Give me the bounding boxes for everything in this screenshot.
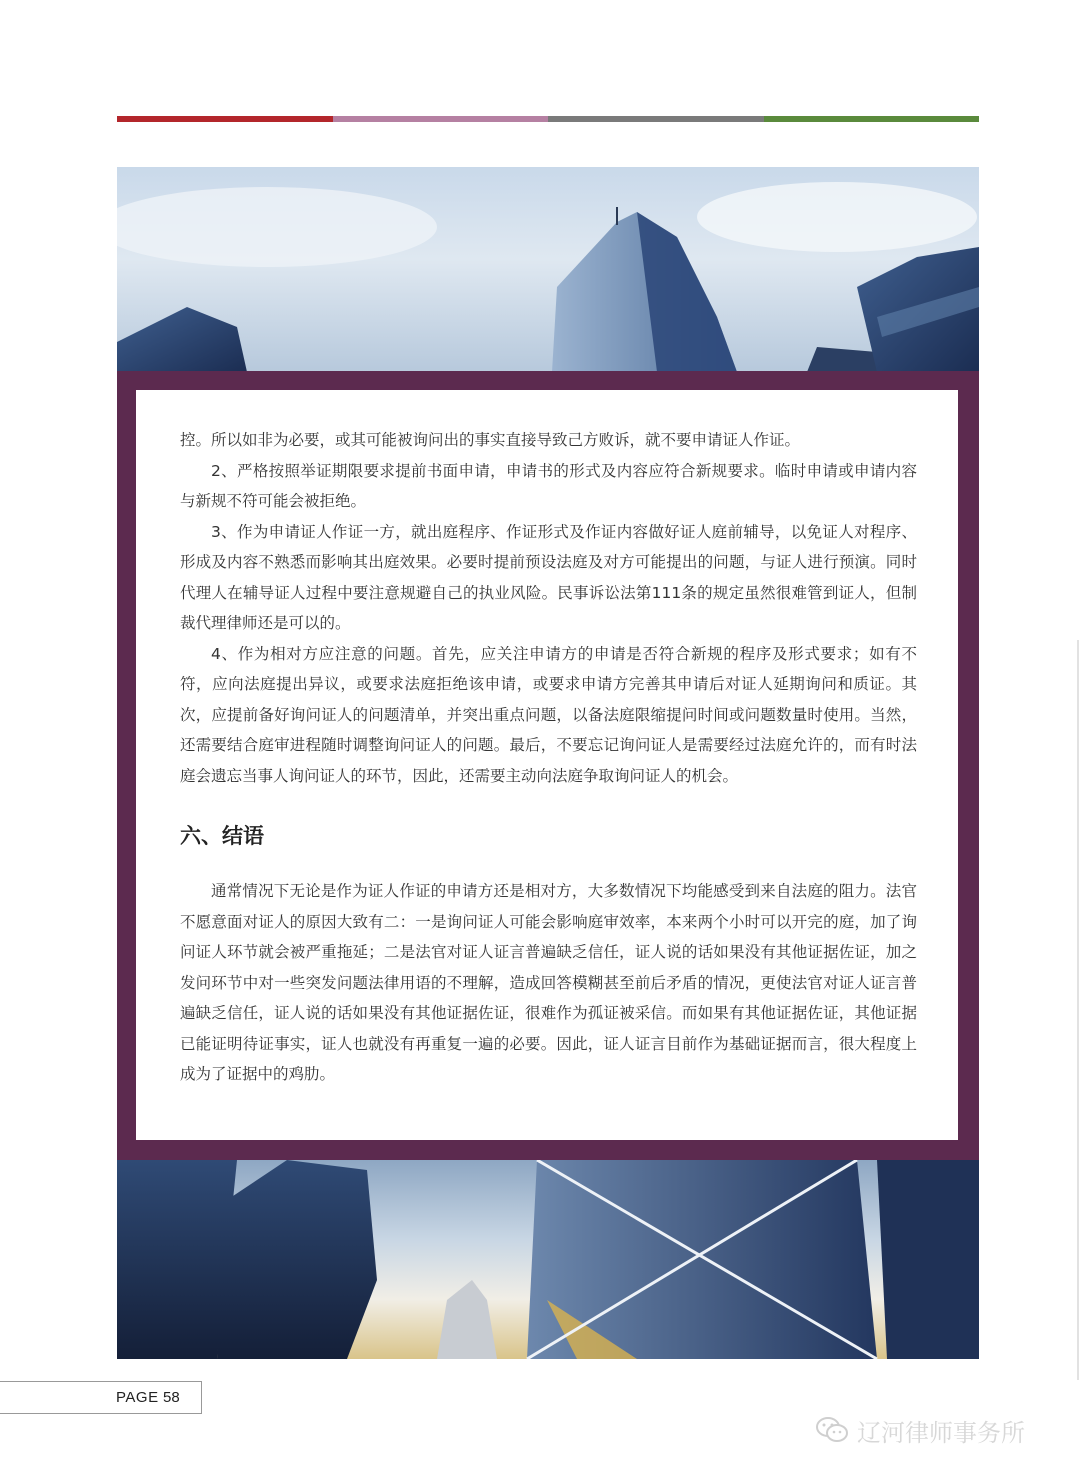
top-color-bar: [117, 116, 979, 122]
color-bar-segment-green: [764, 116, 980, 122]
paragraph: 3、作为申请证人作证一方，就出庭程序、作证形式及作证内容做好证人庭前辅导，以免证人对程序、形成及内容不熟悉而影响其出庭效果。必要时提前预设法庭及对方可能提出的问题，与证人进行预演。同时代理人在辅导证人过程中要注意规避自己的执业风险。民事诉讼法第111条的规定虽然很难管到证人，但制裁代理律师还是可以的。: [180, 522, 917, 632]
page-label: PAGE: [116, 1389, 159, 1406]
brand-watermark: [815, 1413, 1025, 1447]
page-number: 58: [163, 1389, 180, 1406]
page-number-box: [0, 1381, 202, 1414]
bottom-skyscraper-photo: [117, 1160, 979, 1359]
paragraph: 2、严格按照举证期限要求提前书面申请，申请书的形式及内容应符合新规要求。临时申请或申请内容与新规不符可能会被拒绝。: [180, 461, 917, 510]
page-edge-line: [1077, 640, 1079, 1380]
section-heading: 六、结语: [180, 824, 264, 848]
article-body-part-2: [180, 876, 917, 1090]
color-bar-segment-gray: [548, 116, 764, 122]
article-body-part-1: [180, 425, 917, 791]
paragraph: 通常情况下无论是作为证人作证的申请方还是相对方，大多数情况下均能感受到来自法庭的阻力。法官不愿意面对证人的原因大致有二：一是询问证人可能会影响庭审效率，本来两个小时可以开完的庭，加了询问证人环节就会被严重拖延；二是法官对证人证言普遍缺乏信任，证人说的话如果没有其他证据佐证，加之发问环节中对一些突发问题法律用语的不理解，造成回答模糊甚至前后矛盾的情况，更使法官对证人证言普遍缺乏信任，证人说的话如果没有其他证据佐证，很难作为孤证被采信。而如果有其他证据佐证，其他证据已能证明待证事实，证人也就没有再重复一遍的必要。因此，证人证言目前作为基础证据而言，很大程度上成为了证据中的鸡肋。: [180, 882, 917, 1083]
top-skyscraper-photo: [117, 167, 979, 372]
color-bar-segment-pink: [333, 116, 549, 122]
color-bar-segment-red: [117, 116, 333, 122]
brand-name: 辽河律师事务所: [857, 1418, 1025, 1447]
paragraph: 4、作为相对方应注意的问题。首先，应关注申请方的申请是否符合新规的程序及形式要求；如有不符，应向法庭提出异议，或要求法庭拒绝该申请，或要求申请方完善其申请后对证人延期询问和质证。其次，应提前备好询问证人的问题清单，并突出重点问题，以备法庭限缩提问时间或问题数量时使用。当然，还需要结合庭审进程随时调整询问证人的问题。最后，不要忘记询问证人是需要经过法庭允许的，而有时法庭会遗忘当事人询问证人的环节，因此，还需要主动向法庭争取询问证人的机会。: [180, 644, 917, 785]
paragraph: 控。所以如非为必要，或其可能被询问出的事实直接导致己方败诉，就不要申请证人作证。: [180, 431, 801, 449]
wechat-icon: [815, 1416, 849, 1444]
